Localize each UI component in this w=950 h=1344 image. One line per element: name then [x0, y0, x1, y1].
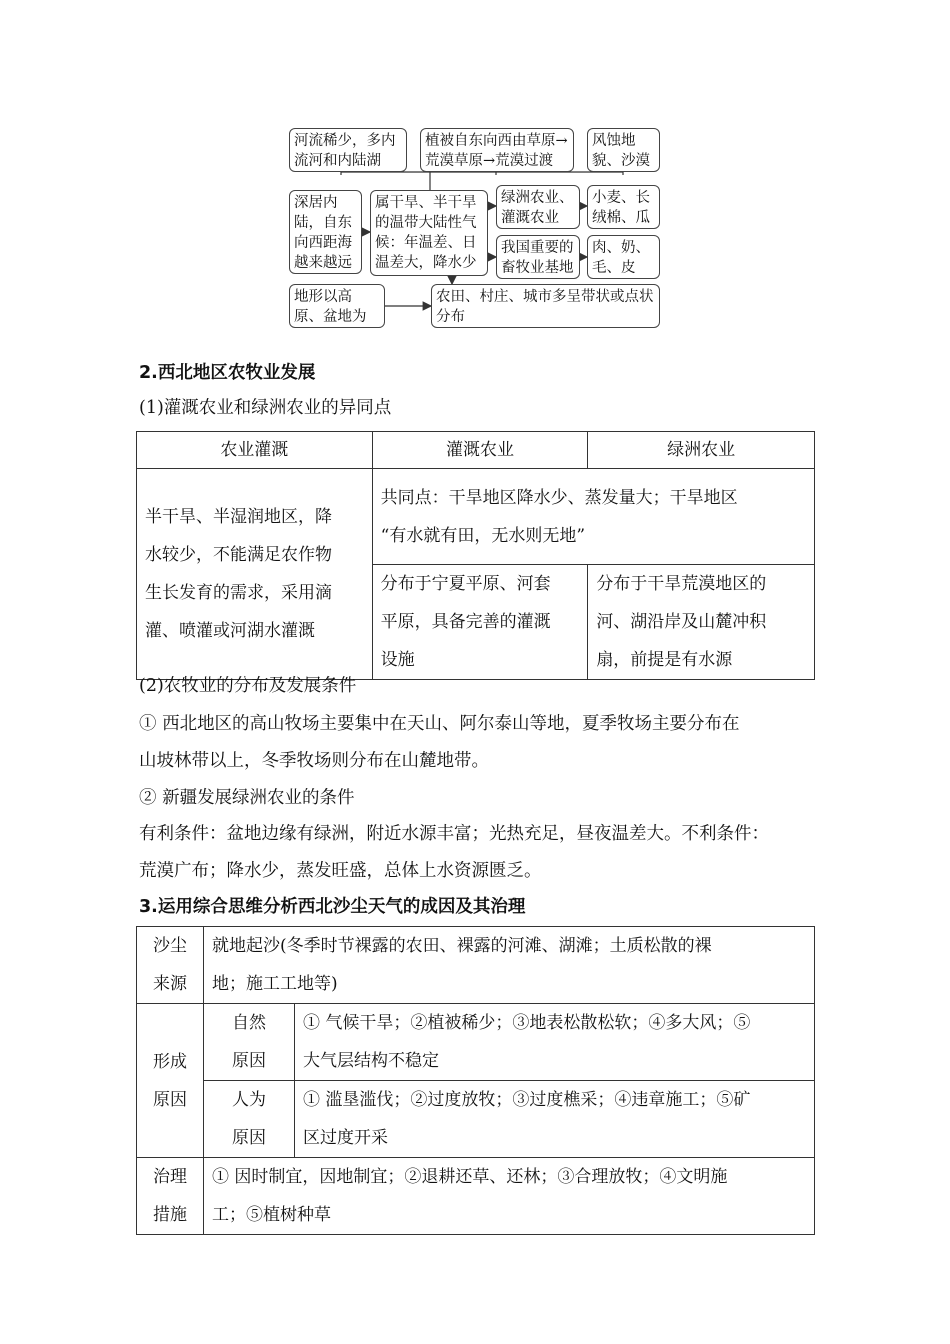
- diagram-box-livestock-products: 肉、奶、毛、皮: [587, 235, 660, 279]
- diagram-box-rivers: 河流稀少，多内流河和内陆湖: [289, 128, 407, 172]
- paragraph-line: 山坡林带以上，冬季牧场则分布在山麓地带。: [139, 751, 489, 771]
- section3-title: 3.运用综合思维分析西北沙尘天气的成因及其治理: [139, 897, 526, 917]
- table-cell-natural-causes: ① 气候干旱；②植被稀少；③地表松散松软；④多大风；⑤ 大气层结构不稳定: [295, 1004, 815, 1081]
- paragraph-line: 荒漠广布；降水少，蒸发旺盛，总体上水资源匮乏。: [139, 861, 542, 881]
- diagram-box-climate: 属干旱、半干旱的温带大陆性气候：年温差、日温差大，降水少: [370, 190, 488, 276]
- diagram-box-deep-inland: 深居内陆，自东向西距海越来越远: [289, 190, 362, 274]
- diagram-box-settlement: 农田、村庄、城市多呈带状或点状分布: [431, 284, 660, 328]
- section2-subtitle-2: (2)农牧业的分布及发展条件: [139, 676, 357, 696]
- paragraph-line: ① 西北地区的高山牧场主要集中在天山、阿尔泰山等地，夏季牧场主要分布在: [139, 714, 740, 734]
- table-label-dust-source: 沙尘 来源: [137, 927, 204, 1004]
- sandstorm-table: [136, 926, 815, 1235]
- table-cell-measures: ① 因时制宜，因地制宜；②退耕还草、还林；③合理放牧；④文明施 工；⑤植树种草: [204, 1158, 815, 1235]
- irrigation-comparison-table: [136, 431, 815, 680]
- section2-subtitle-1: (1)灌溉农业和绿洲农业的异同点: [139, 398, 392, 418]
- table-header-oasis-agriculture: 绿洲农业: [588, 432, 815, 469]
- paragraph-line: 有利条件：盆地边缘有绿洲，附近水源丰富；光热充足，昼夜温差大。不利条件：: [139, 824, 769, 844]
- table-cell-oasis-distribution: 分布于干旱荒漠地区的 河、湖沿岸及山麓冲积 扇，前提是有水源: [588, 565, 815, 680]
- table-cell-human-causes: ① 滥垦滥伐；②过度放牧；③过度樵采；④违章施工；⑤矿 区过度开采: [295, 1081, 815, 1158]
- diagram-box-vegetation: 植被自东向西由草原→荒漠草原→荒漠过渡: [420, 128, 574, 172]
- table-label-measures: 治理 措施: [137, 1158, 204, 1235]
- diagram-box-terrain: 地形以高原、盆地为: [289, 284, 385, 328]
- table-header-agricultural-irrigation: 农业灌溉: [137, 432, 373, 469]
- table-cell-dust-source: 就地起沙(冬季时节裸露的农田、裸露的河滩、湖滩；土质松散的裸 地；施工工地等): [204, 927, 815, 1004]
- section2-title: 2.西北地区农牧业发展: [139, 363, 316, 383]
- table-cell-irrigation-description: 半干旱、半湿润地区，降 水较少，不能满足农作物 生长发育的需求，采用滴 灌、喷灌或河湖水灌溉: [137, 469, 373, 680]
- table-label-natural-causes: 自然 原因: [204, 1004, 295, 1081]
- diagram-box-crops: 小麦、长绒棉、瓜: [587, 185, 660, 229]
- table-label-human-causes: 人为 原因: [204, 1081, 295, 1158]
- diagram-box-pastoral-base: 我国重要的畜牧业基地: [496, 235, 580, 279]
- table-cell-irrigated-distribution: 分布于宁夏平原、河套 平原，具备完善的灌溉 设施: [372, 565, 588, 680]
- table-cell-common-points: 共同点：干旱地区降水少、蒸发量大；干旱地区 “有水就有田，无水则无地”: [372, 469, 814, 565]
- diagram-box-oasis-agriculture: 绿洲农业、灌溉农业: [496, 185, 580, 229]
- table-header-irrigated-agriculture: 灌溉农业: [372, 432, 588, 469]
- diagram-box-wind-erosion: 风蚀地貌、沙漠: [587, 128, 660, 172]
- paragraph-line: ② 新疆发展绿洲农业的条件: [139, 788, 355, 808]
- table-label-causes: 形成 原因: [137, 1004, 204, 1158]
